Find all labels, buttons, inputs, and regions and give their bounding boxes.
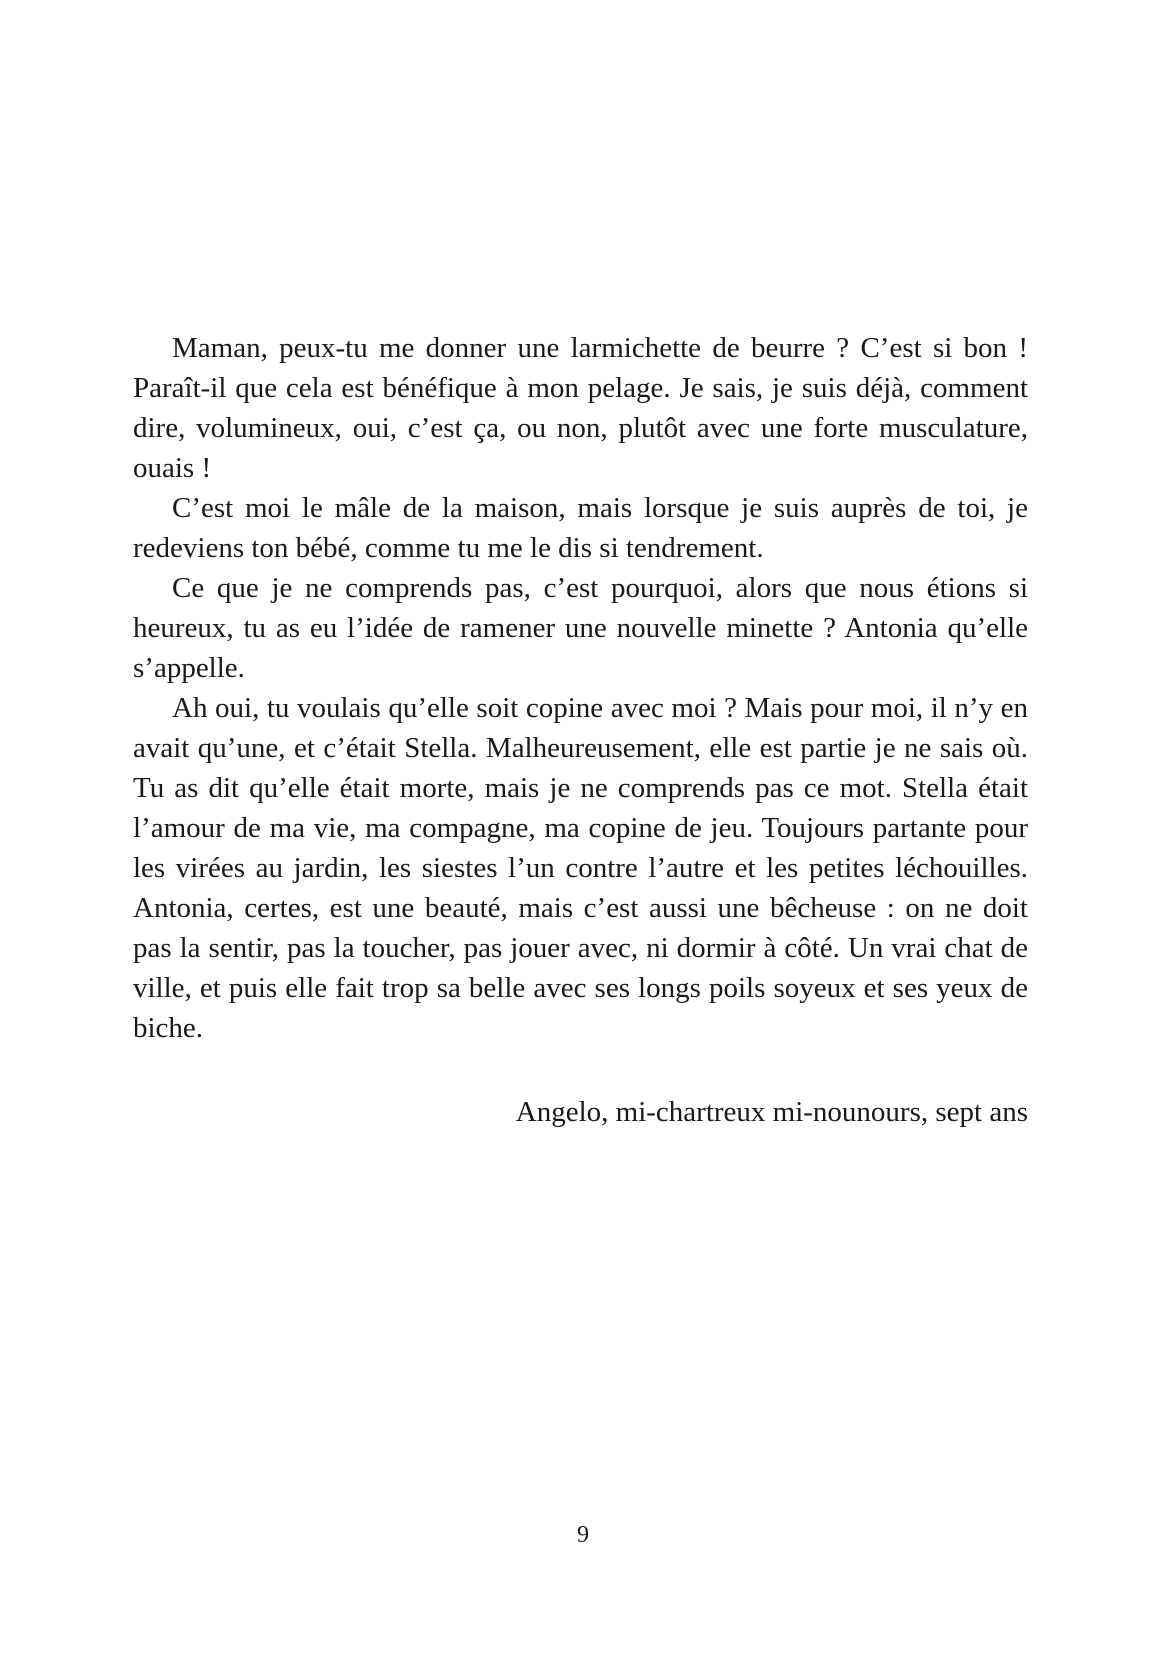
paragraph: Ah oui, tu voulais qu’elle soit copine avec moi ? Mais pour moi, il n’y en avait qu’une, et c’était Stella. Malheureusement, elle est partie je ne sais où. Tu as dit qu’elle était morte, mais je ne comprends pas ce mot. Stella était l’amour de ma vie, ma compagne, ma copine de jeu. Toujours partante pour les virées au jardin, les siestes l’un contre l’autre et les petites léchouilles. Antonia, certes, est une beauté, mais c’est aussi une bêcheuse : on ne doit pas la sentir, pas la toucher, pas jouer avec, ni dormir à côté. Un vrai chat de ville, et puis elle fait trop sa belle avec ses longs poils soyeux et ses yeux de biche. [133,692,1028,1044]
body-text [133,328,1028,1048]
paragraph: C’est moi le mâle de la maison, mais lorsque je suis auprès de toi, je redeviens ton bébé, comme tu me le dis si tendrement. [133,492,1028,564]
signature: Angelo, mi-chartreux mi-nounours, sept ans [515,1096,1028,1128]
page-number: 9 [577,1522,589,1548]
paragraph: Ce que je ne comprends pas, c’est pourquoi, alors que nous étions si heureux, tu as eu l’idée de ramener une nouvelle minette ? Antonia qu’elle s’appelle. [133,572,1028,684]
paragraph: Maman, peux-tu me donner une larmichette de beurre ? C’est si bon ! Paraît-il que cela est bénéfique à mon pelage. Je sais, je suis déjà, comment dire, volumineux, oui, c’est ça, ou non, plutôt avec une forte musculature, ouais ! [133,332,1028,484]
